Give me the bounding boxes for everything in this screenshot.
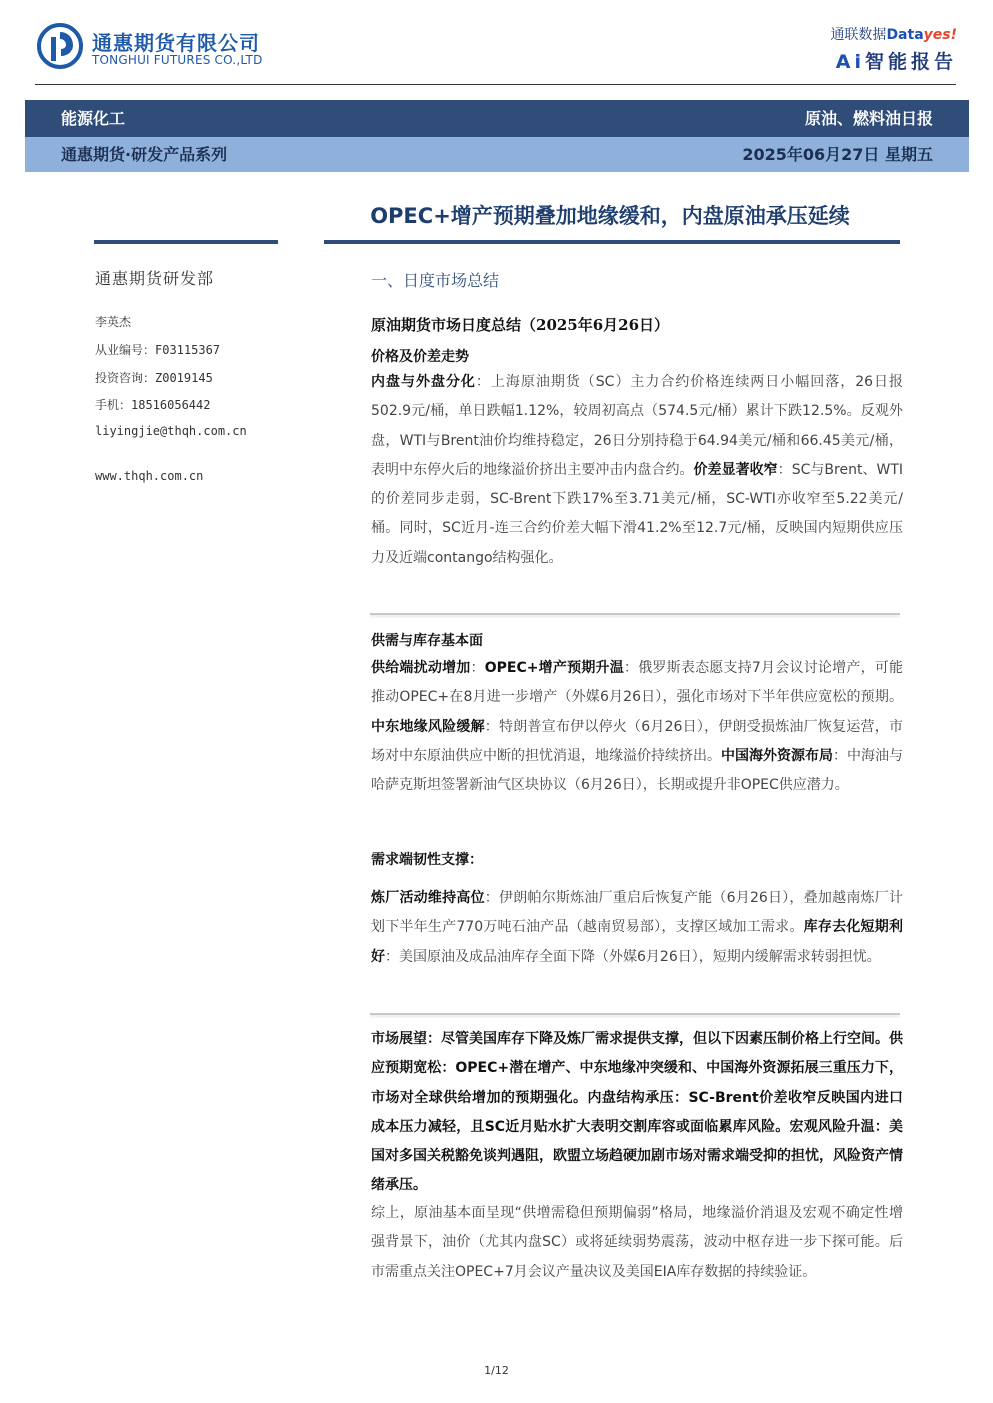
sector-label: 能源化工 — [61, 109, 126, 128]
supply-lead-2: OPEC+增产预期升温 — [484, 660, 624, 676]
demand-text-2: ：美国原油及成品油库存全面下降（外媒6月26日），短期内缓解需求转弱担忧。 — [385, 948, 881, 965]
left-column-rule — [94, 240, 278, 244]
summary-paragraph: 综上，原油基本面呈现“供增需稳但预期偏弱”格局，地缘溢价消退及宏观不确定性增强背景下，油价（尤其内盘SC）或将延续弱势震荡，波动中枢存进一步下探可能。后市需重点关注OPEC+7月会议产量决议及美国EIA库存数据的持续验证。 — [371, 1205, 903, 1280]
price-lead-1: 内盘与外盘分化 — [371, 374, 476, 390]
supply-heading: 供需与库存基本面 — [371, 633, 483, 649]
tonghui-logo-icon — [37, 23, 83, 69]
demand-heading: 需求端韧性支撑： — [371, 852, 483, 868]
section-separator — [370, 613, 900, 615]
datayes-logo — [830, 24, 957, 44]
company-name-cn: 通惠期货有限公司 — [92, 31, 260, 55]
price-text-2: ：SC与Brent、WTI的价差同步走弱，SC-Brent下跌17%至3.71美元/桶，SC-WTI亦收窄至5.22美元/桶。同时，SC近月-连三合约价差大幅下滑41.2%至12.7元/桶，反映国内短期供应压力及近端contango结构强化。 — [371, 461, 904, 566]
supply-lead-1: 供给端扰动增加 — [371, 660, 471, 676]
section-heading: 一、日度市场总结 — [371, 271, 500, 290]
email-link[interactable]: liyingjie@thqh.com.cn — [95, 424, 247, 438]
outlook-paragraph: 市场展望：尽管美国库存下降及炼厂需求提供支撑，但以下因素压制价格上行空间。供应预期宽松：OPEC+潜在增产、中东地缘冲突缓和、中国海外资源拓展三重压力下，市场对全球供给增加的预期强化。内盘结构承压：SC-Brent价差收窄反映国内进口成本压力减轻，且SC近月贴水扩大表明交割库容或面临累库风险。宏观风险升温：美国对多国关税豁免谈判遇阻，欧盟立场趋硬加剧市场对需求端受抑的担忧，风险资产情绪承压。 — [371, 1031, 903, 1194]
report-title: OPEC+增产预期叠加地缘缓和，内盘原油承压延续 — [370, 204, 850, 228]
header-divider — [35, 84, 956, 85]
supply-text-4: ：中海油与哈萨克斯坦签署新油气区块协议（6月26日），长期或提升非OPEC供应潜力。 — [371, 747, 903, 794]
demand-lead-2: 库存去化短期利好 — [371, 919, 903, 965]
banner-bottom — [25, 137, 969, 172]
page-number: 1/12 — [484, 1364, 509, 1377]
price-lead-2: 价差显著收窄 — [693, 461, 778, 478]
demand-paragraph — [371, 884, 903, 972]
demand-text-1: ：伊朗帕尔斯炼油厂重启后恢复产能（6月26日），叠加越南炼厂计划下半年生产770万吨石油产品（越南贸易部），支撑区域加工需求。 — [371, 890, 903, 936]
supply-lead-4: 中国海外资源布局 — [721, 747, 833, 764]
report-date: 2025年06月27日 星期五 — [742, 145, 933, 164]
department-name: 通惠期货研发部 — [95, 269, 215, 288]
supply-sep-1: ： — [470, 660, 485, 676]
summary-subheading: 原油期货市场日度总结（2025年6月26日） — [371, 316, 670, 334]
practice-number: 从业编号：F03115367 — [95, 343, 221, 357]
company-name-en: TONGHUI FUTURES CO.,LTD — [92, 53, 263, 67]
advisory-number: 投资咨询：Z0019145 — [95, 371, 213, 385]
price-paragraph — [371, 368, 903, 573]
ai-prefix: Ai — [835, 51, 865, 73]
price-text-1: ：上海原油期货（SC）主力合约价格连续两日小幅回落，26日报502.9元/桶，单日跌幅1.12%，较周初高点（574.5元/桶）累计下跌12.5%。反观外盘，WTI与Brent油价均维持稳定，26日分别持稳于64.94美元/桶和66.45美元/桶，表明中东停火后的地缘溢价挤出主要冲击内盘合约。 — [371, 374, 903, 478]
website-link[interactable]: www.thqh.com.cn — [95, 469, 204, 483]
section-separator — [370, 1013, 900, 1015]
supply-text-2: ：俄罗斯表态愿支持7月会议讨论增产，可能推动OPEC+在8月进一步增产（外媒6月26日），强化市场对下半年供应宽松的预期。 — [371, 660, 904, 706]
title-rule — [324, 240, 900, 244]
price-heading: 价格及价差走势 — [371, 349, 469, 365]
datayes-suffix: yes! — [923, 27, 957, 43]
datayes-brand: Data — [886, 27, 924, 43]
ai-report-logo — [836, 47, 957, 74]
datayes-prefix: 通联数据 — [830, 27, 887, 43]
demand-lead-1: 炼厂活动维持高位 — [371, 890, 485, 906]
phone-number: 手机：18516056442 — [95, 398, 211, 412]
supply-paragraph — [371, 654, 903, 800]
supply-text-3: ：特朗普宣布伊以停火（6月26日），伊朗受损炼油厂恢复运营，市场对中东原油供应中断的担忧消退，地缘溢价持续挤出。 — [371, 718, 903, 764]
report-name: 原油、燃料油日报 — [804, 109, 933, 128]
supply-lead-3: 中东地缘风险缓解 — [371, 718, 485, 735]
ai-report-text: 智能报告 — [864, 51, 957, 73]
banner-top — [25, 100, 969, 137]
analyst-name: 李英杰 — [95, 315, 132, 329]
series-label: 通惠期货·研发产品系列 — [61, 145, 228, 164]
